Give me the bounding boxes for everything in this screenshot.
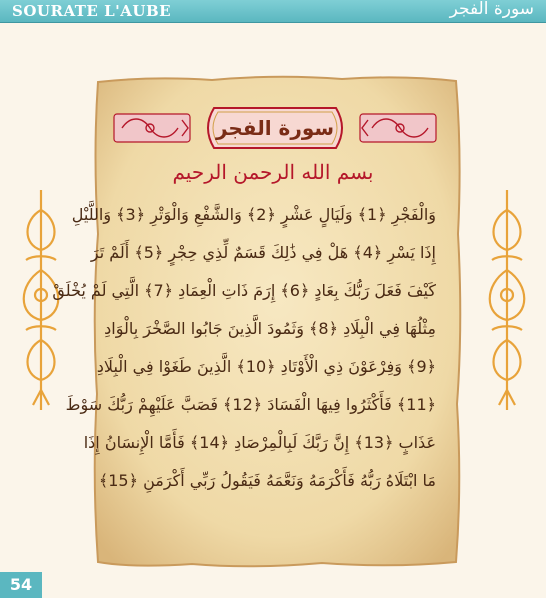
verse-line: ﴿9﴾ وَفِرْعَوْنَ ذِي الْأَوْتَادِ ﴿10﴾ الَّذِينَ طَغَوْا فِي الْبِلَادِ xyxy=(96,357,436,376)
page-number: 54 xyxy=(0,572,42,598)
verse-line: إِذَا يَسْرِ ﴿4﴾ هَلْ فِي ذَٰلِكَ قَسَمٌ لِّذِي حِجْرٍ ﴿5﴾ أَلَمْ تَرَ xyxy=(90,243,436,262)
verse-line: كَيْفَ فَعَلَ رَبُّكَ بِعَادٍ ﴿6﴾ إِرَمَ ذَاتِ الْعِمَادِ ﴿7﴾ الَّتِي لَمْ يُخْلَقْ xyxy=(52,281,436,300)
basmala: بسم الله الرحمن الرحيم xyxy=(172,160,374,184)
verse-line: وَالْفَجْرِ ﴿1﴾ وَلَيَالٍ عَشْرٍ ﴿2﴾ وَالشَّفْعِ وَالْوَتْرِ ﴿3﴾ وَاللَّيْلِ xyxy=(71,205,436,224)
verse-line: ﴿11﴾ فَأَكْثَرُوا فِيهَا الْفَسَادَ ﴿12﴾ فَصَبَّ عَلَيْهِمْ رَبُّكَ سَوْطَ xyxy=(65,395,436,414)
right-floral-ornament-icon xyxy=(484,190,530,410)
header-left-title: SOURATE L'AUBE xyxy=(12,2,172,20)
header-bar xyxy=(0,0,546,23)
header-right-title: سورة الفجر xyxy=(449,0,534,19)
verse-line: مِثْلُهَا فِي الْبِلَادِ ﴿8﴾ وَثَمُودَ الَّذِينَ جَابُوا الصَّخْرَ بِالْوَادِ xyxy=(104,319,436,338)
title-right-ornament-icon xyxy=(358,110,438,146)
verse-line: عَذَابٍ ﴿13﴾ إِنَّ رَبَّكَ لَبِالْمِرْصَادِ ﴿14﴾ فَأَمَّا الْإِنسَانُ إِذَا xyxy=(83,433,436,452)
title-left-ornament-icon xyxy=(112,110,192,146)
surah-title: سورة الفجر xyxy=(215,116,335,140)
verses-block xyxy=(52,196,436,500)
verse-line: مَا ابْتَلَاهُ رَبُّهُ فَأَكْرَمَهُ وَنَعَّمَهُ فَيَقُولُ رَبِّي أَكْرَمَنِ ﴿15﴾ xyxy=(98,471,436,490)
